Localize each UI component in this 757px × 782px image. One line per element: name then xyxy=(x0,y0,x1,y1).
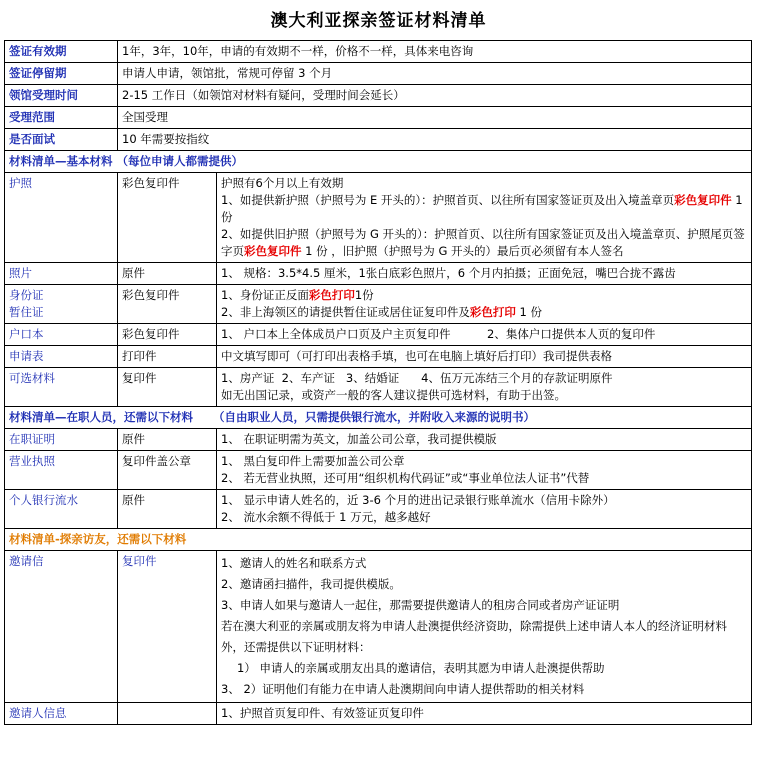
item-label: 个人银行流水 xyxy=(5,490,118,529)
item-label: 邀请信 xyxy=(5,551,118,703)
item-type: 彩色复印件 xyxy=(118,173,217,263)
page-title: 澳大利亚探亲签证材料清单 xyxy=(270,11,487,31)
item-label xyxy=(5,285,118,324)
item-type: 原件 xyxy=(118,263,217,285)
item-type: 复印件 xyxy=(118,368,217,407)
item-label: 护照 xyxy=(5,173,118,263)
row-bank xyxy=(5,490,752,529)
item-label: 在职证明 xyxy=(5,429,118,451)
summary-value: 全国受理 xyxy=(118,107,752,129)
row-form xyxy=(5,346,752,368)
item-detail: 中文填写即可（可打印出表格手填，也可在电脑上填好后打印）我司提供表格 xyxy=(217,346,752,368)
row-photo xyxy=(5,263,752,285)
detail-line xyxy=(221,192,747,226)
highlight-text: 彩色复印件 xyxy=(244,244,302,258)
item-label: 申请表 xyxy=(5,346,118,368)
item-type: 彩色复印件 xyxy=(118,324,217,346)
summary-label: 签证有效期 xyxy=(5,41,118,63)
section-title-main: 材料清单—在职人员，还需以下材料 xyxy=(9,410,193,424)
detail-text: 2、如提供旧护照（护照号为 G 开头的）：护照首页、以往所有国家签证页及出入境盖章页、护照尾页签字页 xyxy=(221,227,745,258)
item-detail xyxy=(217,173,752,263)
detail-line: 3、 2）证明他们有能力在申请人赴澳期间向申请人提供帮助的相关材料 xyxy=(221,682,585,696)
detail-line: 2、 若无营业执照，还可用“组织机构代码证”或“事业单位法人证书”代替 xyxy=(221,471,590,485)
summary-row xyxy=(5,85,752,107)
label-line: 暂住证 xyxy=(9,305,44,319)
highlight-text: 彩色复印件 xyxy=(674,193,732,207)
item-label: 营业执照 xyxy=(5,451,118,490)
detail-line: 3、申请人如果与邀请人一起住，那需要提供邀请人的租房合同或者房产证证明 xyxy=(221,598,620,612)
item-detail xyxy=(217,451,752,490)
section-title: 材料清单-探亲访友，还需以下材料 xyxy=(5,529,752,551)
item-label: 邀请人信息 xyxy=(5,703,118,725)
summary-value: 1年，3年，10年，申请的有效期不一样，价格不一样，具体来电咨询 xyxy=(118,41,752,63)
section-header-basic xyxy=(5,151,752,173)
section-title xyxy=(5,407,752,429)
section-title: 材料清单—基本材料 （每位申请人都需提供） xyxy=(5,151,752,173)
detail-line xyxy=(221,226,747,260)
summary-label: 领馆受理时间 xyxy=(5,85,118,107)
detail-text: 2、非上海领区的请提供暂住证或居住证复印件及 xyxy=(221,305,470,319)
summary-row xyxy=(5,129,752,151)
item-detail xyxy=(217,490,752,529)
label-line: 身份证 xyxy=(9,288,44,302)
item-label: 户口本 xyxy=(5,324,118,346)
item-type: 复印件盖公章 xyxy=(118,451,217,490)
item-detail: 1、护照首页复印件、有效签证页复印件 xyxy=(217,703,752,725)
row-optional xyxy=(5,368,752,407)
row-passport xyxy=(5,173,752,263)
summary-row xyxy=(5,107,752,129)
item-detail: 1、 规格：3.5*4.5 厘米，1张白底彩色照片，6 个月内拍摄；正面免冠，嘴巴合拢不露齿 xyxy=(217,263,752,285)
detail-line: 若在澳大利亚的亲属或朋友将为申请人赴澳提供经济资助，除需提供上述申请人本人的经济证明材料外，还需提供以下证明材料： xyxy=(221,619,727,654)
section-title-note: （自由职业人员，只需提供银行流水，并附收入来源的说明书） xyxy=(213,410,536,424)
item-detail xyxy=(217,285,752,324)
item-detail: 1、 户口本上全体成员户口页及户主页复印件 2、集体户口提供本人页的复印件 xyxy=(217,324,752,346)
detail-line: 1、房产证 2、车产证 3、结婚证 4、伍万元冻结三个月的存款证明原件 xyxy=(221,371,613,385)
row-license xyxy=(5,451,752,490)
row-id xyxy=(5,285,752,324)
summary-row xyxy=(5,63,752,85)
item-type: 原件 xyxy=(118,490,217,529)
highlight-text: 彩色打印 xyxy=(308,288,355,302)
summary-label: 受理范围 xyxy=(5,107,118,129)
item-label: 可选材料 xyxy=(5,368,118,407)
item-type: 原件 xyxy=(118,429,217,451)
item-type: 打印件 xyxy=(118,346,217,368)
section-header-visit xyxy=(5,529,752,551)
detail-text: 1、身份证正反面 xyxy=(221,288,309,302)
item-label: 照片 xyxy=(5,263,118,285)
detail-line: 如无出国记录，或资产一般的客人建议提供可选材料，有助于出签。 xyxy=(221,388,566,402)
detail-line: 2、邀请函扫描件，我司提供模版。 xyxy=(221,577,401,591)
detail-line: 1） 申请人的亲属或朋友出具的邀请信，表明其愿为申请人赴澳提供帮助 xyxy=(237,661,605,675)
detail-line xyxy=(221,287,747,304)
highlight-text: 彩色打印 xyxy=(469,305,516,319)
summary-label: 是否面试 xyxy=(5,129,118,151)
detail-line: 1、 黑白复印件上需要加盖公司公章 xyxy=(221,454,405,468)
detail-line xyxy=(221,304,747,321)
summary-value: 申请人申请，领馆批，常规可停留 3 个月 xyxy=(118,63,752,85)
item-detail xyxy=(217,551,752,703)
row-employment xyxy=(5,429,752,451)
item-detail: 1、 在职证明需为英文，加盖公司公章，我司提供模版 xyxy=(217,429,752,451)
summary-label: 签证停留期 xyxy=(5,63,118,85)
item-type xyxy=(118,703,217,725)
summary-row xyxy=(5,41,752,63)
detail-line: 2、 流水余额不得低于 1 万元，越多越好 xyxy=(221,510,431,524)
section-header-employed xyxy=(5,407,752,429)
detail-text: 1 份 ，旧护照（护照号为 G 开头的）最后页必须留有本人签名 xyxy=(301,244,624,258)
summary-value: 2-15 工作日（如领馆对材料有疑问，受理时间会延长） xyxy=(118,85,752,107)
detail-text: 1份 xyxy=(354,288,374,302)
detail-line: 护照有6个月以上有效期 xyxy=(221,176,344,190)
materials-table xyxy=(4,40,752,725)
item-type: 复印件 xyxy=(118,551,217,703)
detail-text: 1 份 xyxy=(221,193,743,224)
item-detail xyxy=(217,368,752,407)
row-invite xyxy=(5,551,752,703)
detail-line: 1、邀请人的姓名和联系方式 xyxy=(221,556,367,570)
row-hukou xyxy=(5,324,752,346)
detail-text: 1 份 xyxy=(515,305,542,319)
detail-text: 1、如提供新护照（护照号为 E 开头的）：护照首页、以往所有国家签证页及出入境盖章页 xyxy=(221,193,675,207)
summary-value: 10 年需要按指纹 xyxy=(118,129,752,151)
item-type: 彩色复印件 xyxy=(118,285,217,324)
row-inviter xyxy=(5,703,752,725)
detail-line: 1、 显示申请人姓名的，近 3-6 个月的进出记录银行账单流水（信用卡除外） xyxy=(221,493,615,507)
